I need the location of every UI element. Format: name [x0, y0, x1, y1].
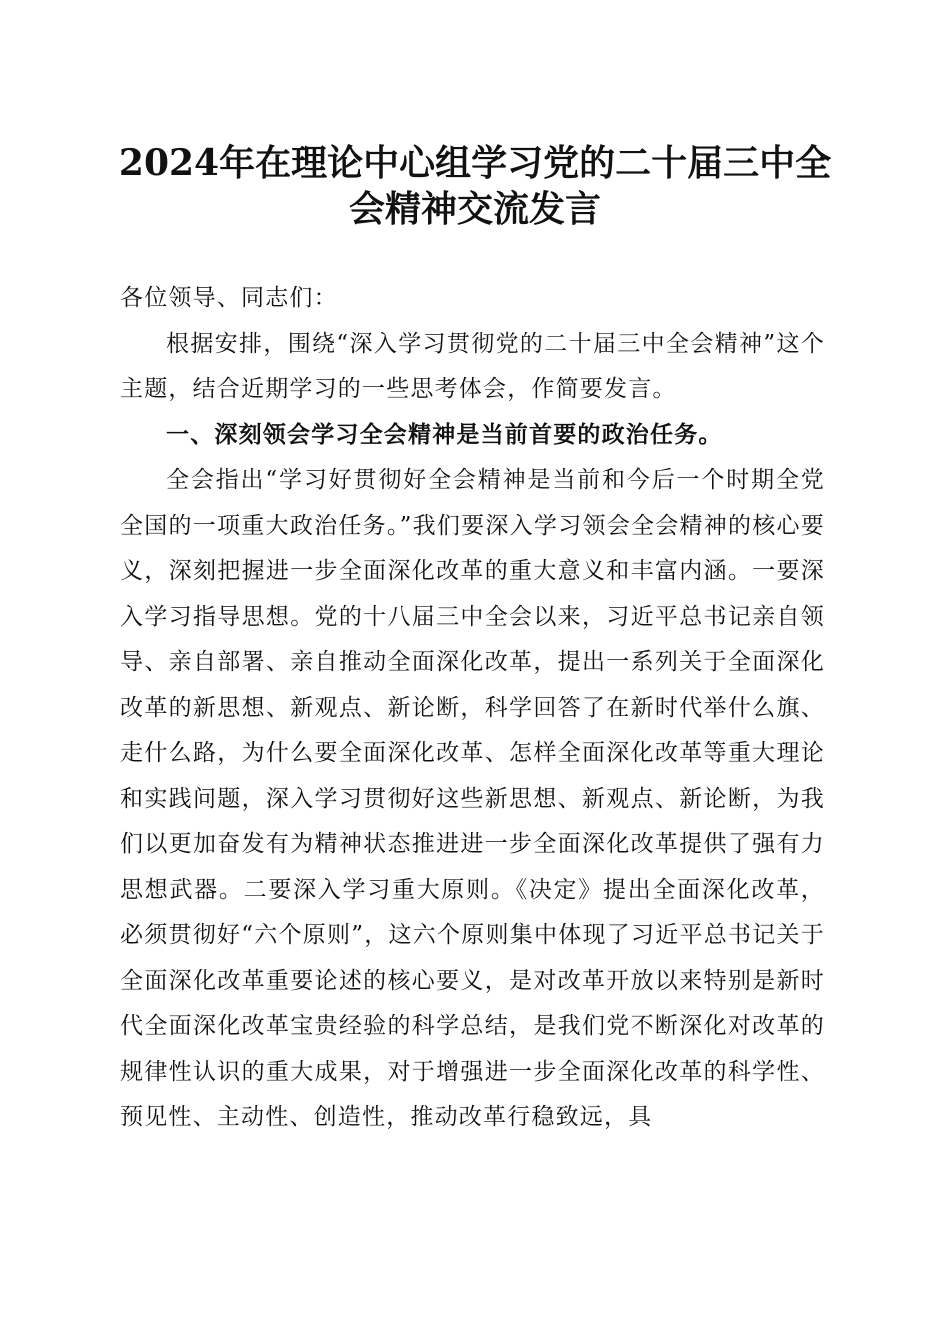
section-1-paragraph: 全会指出“学习好贯彻好全会精神是当前和今后一个时期全党全国的一项重大政治任务。”我们要深入学习领会全会精神的核心要义，深刻把握进一步全面深化改革的重大意义和丰富内涵。一要深入学习指导思想。党的十八届三中全会以来，习近平总书记亲自领导、亲自部署、亲自推动全面深化改革，提出一系列关于全面深化改革的新思想、新观点、新论断，科学回答了在新时代举什么旗、走什么路，为什么要全面深化改革、怎样全面深化改革等重大理论和实践问题，深入学习贯彻好这些新思想、新观点、新论断，为我们以更加奋发有为精神状态推进进一步全面深化改革提供了强有力思想武器。二要深入学习重大原则。《决定》提出全面深化改革，必须贯彻好“六个原则”，这六个原则集中体现了习近平总书记关于全面深化改革重要论述的核心要义，是对改革开放以来特别是新时代全面深化改革宝贵经验的科学总结，是我们党不断深化对改革的规律性认识的重大成果，对于增强进一步全面深化改革的科学性、预见性、主动性、创造性，推动改革行稳致远，具 — [120, 467, 825, 1130]
section-heading-1: 一、深刻领会学习全会精神是当前首要的政治任务。 — [166, 421, 723, 448]
title-line-2: 会精神交流发言 — [348, 188, 601, 230]
title-line-1: 2024年在理论中心组学习党的二十届三中全 — [118, 142, 832, 184]
document-title — [110, 140, 840, 232]
salutation: 各位领导、同志们： — [120, 285, 338, 311]
document-body — [120, 276, 825, 1141]
intro-paragraph: 根据安排，围绕“深入学习贯彻党的二十届三中全会精神”这个主题，结合近期学习的一些思考体会，作简要发言。 — [120, 330, 825, 402]
